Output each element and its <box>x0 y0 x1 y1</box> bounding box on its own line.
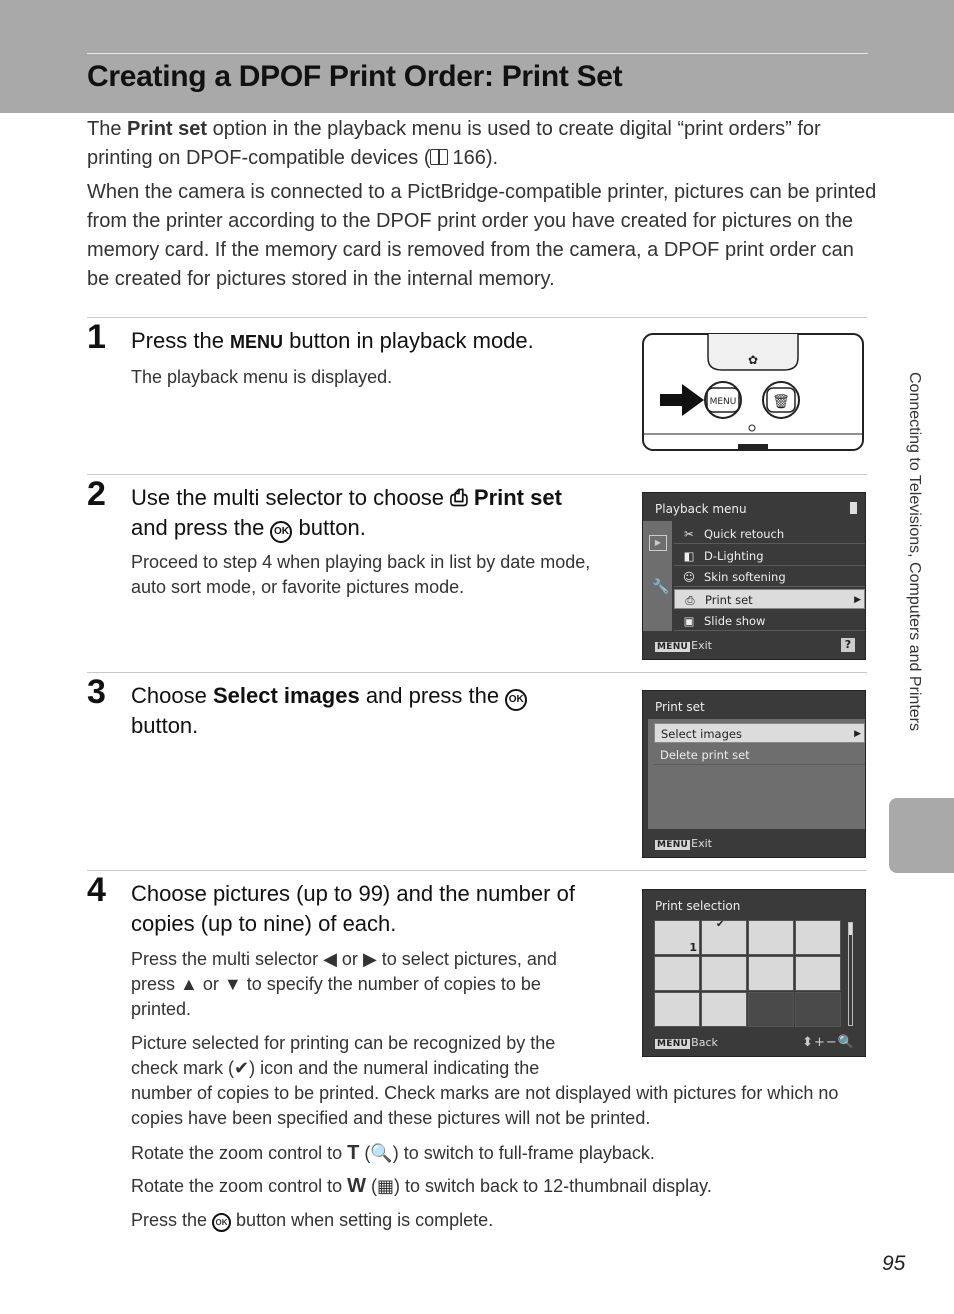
slide-show-icon: ▣ <box>683 614 695 628</box>
menu-item-delete-print-set[interactable]: Delete print set <box>654 745 865 765</box>
screen-title: Playback menu <box>655 502 747 516</box>
intro-paragraph-1: The Print set option in the playback menu is used to create digital “print orders” for printing on DPOF-compatible devices ( 166). <box>87 118 821 169</box>
print-set-screen <box>642 690 866 858</box>
ok-button-glyph: OK <box>212 1213 231 1232</box>
intro-paragraph-2: When the camera is connected to a PictBridge-compatible printer, pictures can be printed from the printer according to the DPOF print order you have created for pictures on the memory card. If the memory card is removed from the camera, a DPOF print order can be created for pictures stored in the internal memory. <box>87 181 877 290</box>
skin-softening-icon: ☺ <box>683 570 695 584</box>
thumbnail[interactable] <box>654 992 700 1027</box>
svg-text:🗑: 🗑 <box>772 394 790 410</box>
page-number: 95 <box>882 1252 906 1275</box>
menu-item-select-images[interactable]: Select images ▶ <box>654 723 865 743</box>
right-arrow-icon: ▶ <box>362 949 377 969</box>
thumbnail[interactable] <box>748 920 794 955</box>
thumbnail[interactable] <box>795 920 841 955</box>
copies-count: 1 <box>689 941 697 954</box>
thumbnail[interactable] <box>795 956 841 991</box>
menu-item-d-lighting[interactable]: ◧ D-Lighting <box>674 546 865 566</box>
scrollbar[interactable] <box>848 922 853 1026</box>
step-divider <box>87 317 867 318</box>
playback-menu-screen <box>642 492 866 660</box>
thumbnail[interactable] <box>654 956 700 991</box>
thumbnail[interactable] <box>701 920 747 955</box>
thumbnail[interactable] <box>654 920 700 955</box>
step-number: 3 <box>87 673 106 711</box>
print-set-icon: ⎙ <box>685 593 695 607</box>
step-number: 1 <box>87 318 106 356</box>
thumbnail-empty <box>795 992 841 1027</box>
print-selection-screen <box>642 889 866 1057</box>
step-divider <box>87 870 867 871</box>
playback-tab-icon: ▶ <box>649 535 667 551</box>
menu-item-print-set[interactable]: ⎙ Print set ▶ <box>674 589 865 609</box>
print-set-icon: ⎙ <box>450 485 468 510</box>
help-icon: ? <box>841 638 855 652</box>
step-4-zoom-w: Rotate the zoom control to W (▦) to switch back to 12-thumbnail display. <box>131 1175 712 1197</box>
quick-retouch-icon: ✂ <box>684 527 694 541</box>
check-mark-icon: ✔ <box>234 1058 250 1078</box>
left-arrow-icon: ◀ <box>323 949 337 969</box>
step-1-title: Press the MENU button in playback mode. <box>131 328 534 353</box>
thumbnail[interactable] <box>701 956 747 991</box>
step-2-title: Use the multi selector to choose ⎙ Print set and press the OK button. <box>131 483 562 543</box>
d-lighting-icon: ◧ <box>683 549 695 563</box>
screen-footer: MENU Exit <box>657 837 712 850</box>
step-divider <box>87 672 867 673</box>
step-number: 4 <box>87 871 106 909</box>
step-divider <box>87 474 867 475</box>
menu-button-glyph: MENU <box>230 332 284 352</box>
screen-footer: MENU Back <box>657 1036 718 1049</box>
step-1-body: The playback menu is displayed. <box>131 367 393 387</box>
section-tab <box>889 798 954 873</box>
chevron-right-icon: ▶ <box>854 729 861 739</box>
down-arrow-icon: ▼ <box>223 974 242 994</box>
screen-title: Print set <box>655 700 705 714</box>
page-header <box>0 0 954 113</box>
ok-button-glyph: OK <box>270 521 292 543</box>
step-number: 2 <box>87 475 106 513</box>
step-4-finish: Press the OK button when setting is complete. <box>131 1210 494 1230</box>
menu-button-label: MENU <box>709 397 737 407</box>
menu-item-quick-retouch[interactable]: ✂ Quick retouch <box>674 524 865 544</box>
setup-tab-icon: 🔧 <box>652 579 670 595</box>
menu-item-skin-softening[interactable]: ☺ Skin softening <box>674 567 865 587</box>
step-4-zoom-t: Rotate the zoom control to T (🔍) to switch to full-frame playback. <box>131 1142 655 1164</box>
check-mark-icon: ✔ <box>716 919 725 930</box>
thumbnail-empty <box>748 992 794 1027</box>
screen-title: Print selection <box>655 899 741 913</box>
page-title: Creating a DPOF Print Order: Print Set <box>87 60 623 93</box>
camera-back-illustration <box>642 332 866 453</box>
header-rule <box>87 53 868 54</box>
zoom-in-icon: 🔍 <box>370 1143 393 1163</box>
up-arrow-icon: ▲ <box>180 974 198 994</box>
ok-button-glyph: OK <box>505 689 527 711</box>
thumbnail[interactable] <box>701 992 747 1027</box>
scroll-indicator <box>850 502 857 514</box>
book-icon <box>430 149 448 165</box>
step-4-check-mark-note: Picture selected for printing can be recognized by the check mark (✔) icon and the numeral indicating the number of copies to be printed. Check marks are not displayed with pictures for which no copies have been specified and these pictures will not be printed. <box>131 1033 839 1128</box>
svg-text:✿: ✿ <box>747 353 759 367</box>
section-tab-label: Connecting to Televisions, Computers and Printers <box>906 372 923 731</box>
step-2-body: Proceed to step 4 when playing back in list by date mode, auto sort mode, or favorite pictures mode. <box>131 552 591 597</box>
step-3-title: Choose Select images and press the OK button. <box>131 681 527 741</box>
thumbnail-icon: ▦ <box>377 1176 395 1196</box>
step-4-instructions: Press the multi selector ◀ or ▶ to select pictures, and press ▲ or ▼ to specify the number of copies to be printed. <box>131 949 557 1019</box>
copies-zoom-controls-icon: ⬍+−🔍 <box>802 1035 855 1050</box>
menu-item-slide-show[interactable]: ▣ Slide show <box>674 611 865 631</box>
step-4-title: Choose pictures (up to 99) and the number of copies (up to nine) of each. <box>131 881 575 936</box>
chevron-right-icon: ▶ <box>854 595 861 605</box>
screen-footer: MENU Exit <box>657 639 712 652</box>
thumbnail[interactable] <box>748 956 794 991</box>
